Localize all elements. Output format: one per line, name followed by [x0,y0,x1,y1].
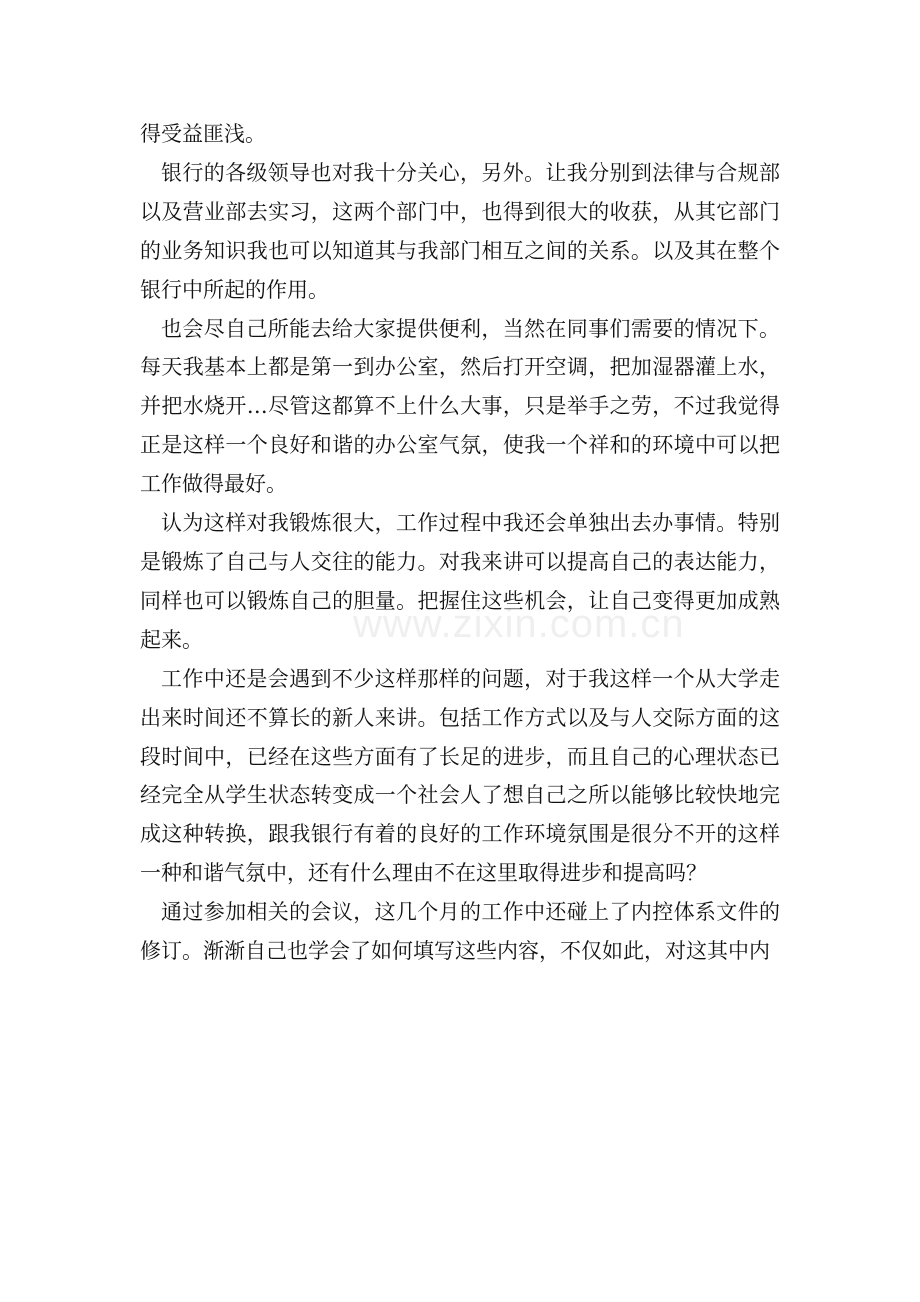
paragraph: 通过参加相关的会议，这几个月的工作中还碰上了内控体系文件的修订。渐渐自己也学会了如何填写这些内容，不仅如此，对这其中内 [140,900,780,964]
paragraph: 工作中还是会遇到不少这样那样的问题，对于我这样一个从大学走出来时间还不算长的新人来讲。包括工作方式以及与人交际方面的这段时间中，已经在这些方面有了长足的进步，而且自己的心理状态已经完全从学生状态转变成一个社会人了想自己之所以能够比较快地完成这种转换，跟我银行有着的良好的工作环境氛围是很分不开的这样一种和谐气氛中，还有什么理由不在这里取得进步和提高吗？ [140,666,780,886]
paragraph: 认为这样对我锻炼很大，工作过程中我还会单独出去办事情。特别是锻炼了自己与人交往的能力。对我来讲可以提高自己的表达能力，同样也可以锻炼自己的胆量。把握住这些机会，让自己变得更加成熟起来。 [140,511,780,652]
paragraph: 银行的各级领导也对我十分关心，另外。让我分别到法律与合规部以及营业部去实习，这两个部门中，也得到很大的收获，从其它部门的业务知识我也可以知道其与我部门相互之间的关系。以及其在整个银行中所起的作用。 [140,160,780,302]
paragraph: 也会尽自己所能去给大家提供便利，当然在同事们需要的情况下。每天我基本上都是第一到办公室，然后打开空调，把加湿器灌上水，并把水烧开…尽管这都算不上什么大事，只是举手之劳，不过我觉得正是这样一个良好和谐的办公室气氛，使我一个祥和的环境中可以把工作做得最好。 [140,316,780,497]
watermark: www.zixin.com.cn [353,602,685,646]
paragraph-continued: 得受益匪浅。 [140,122,266,146]
document-body [140,115,780,971]
